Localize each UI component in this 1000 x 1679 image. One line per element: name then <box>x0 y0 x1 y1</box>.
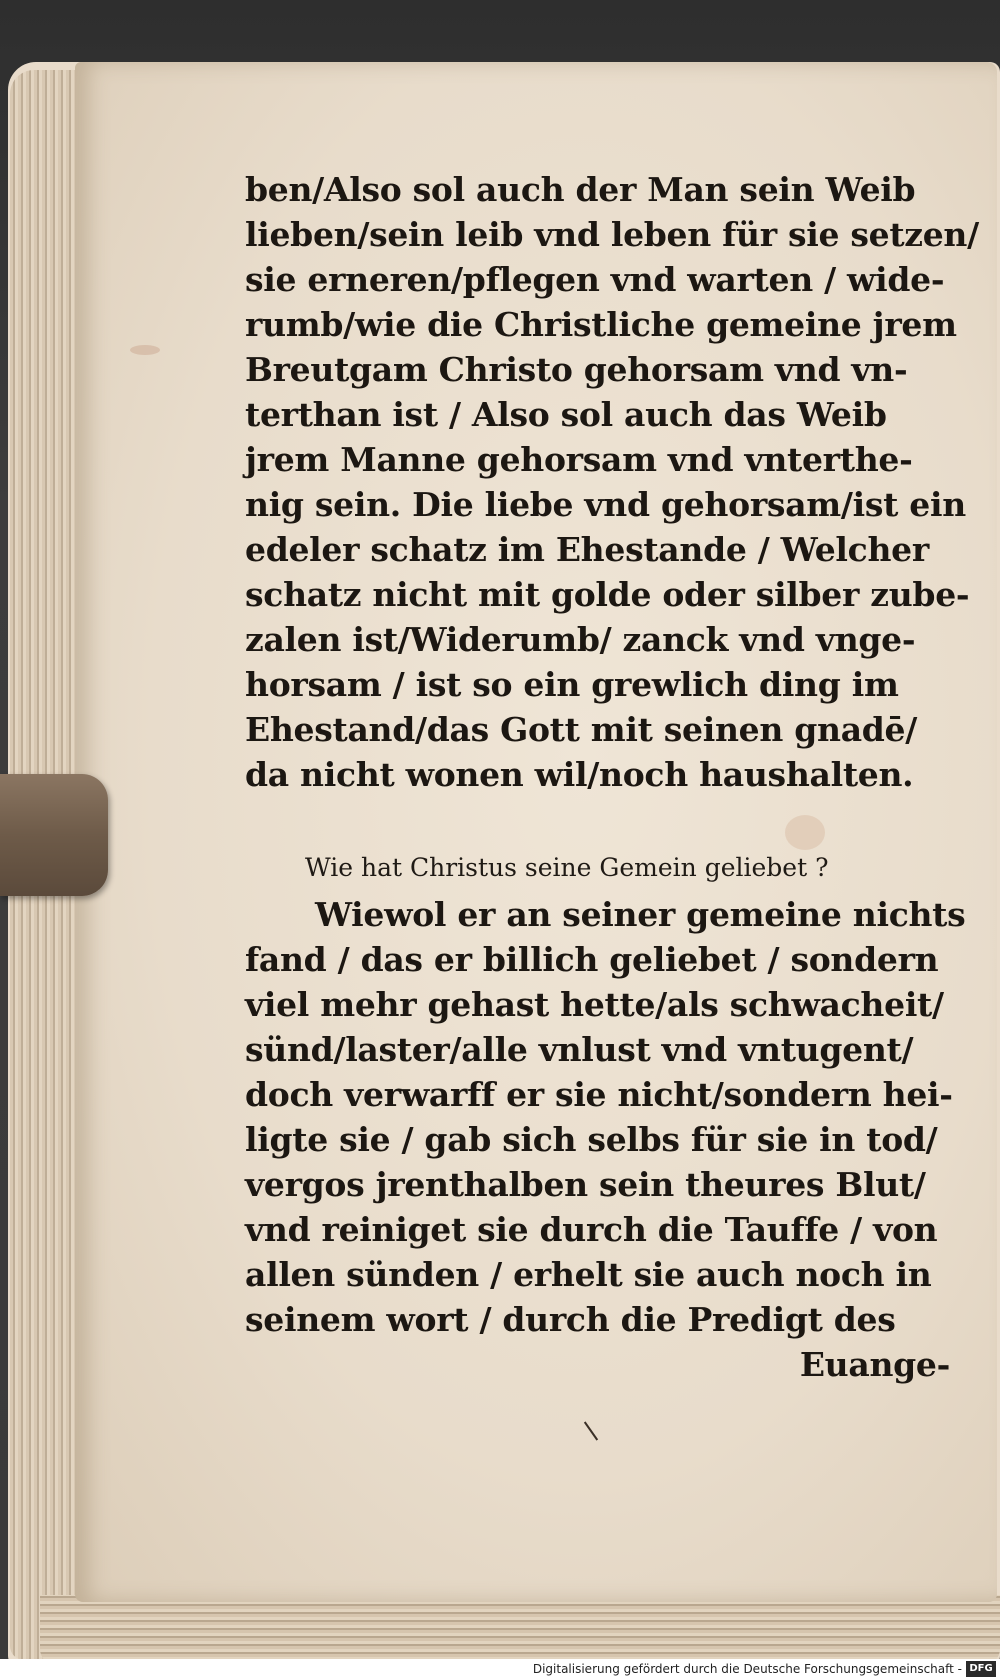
dfg-logo: DFG <box>966 1661 996 1677</box>
text-line: nig sein. Die liebe vnd gehorsam/ist ein <box>245 485 966 524</box>
text-line: zalen ist/Widerumb/ zanck vnd vnge- <box>245 620 916 659</box>
text-line: horsam / ist so ein grewlich ding im <box>245 665 899 704</box>
text-line: da nicht wonen wil/noch haushalten. <box>245 755 914 794</box>
text-line: viel mehr gehast hette/als schwacheit/ <box>245 985 944 1024</box>
text-line: sie erneren/pflegen vnd warten / wide- <box>245 260 945 299</box>
text-line: terthan ist / Also sol auch das Weib <box>245 395 887 434</box>
page-text <box>245 165 979 1425</box>
text-line: seinem wort / durch die Predigt des <box>245 1300 896 1339</box>
bookmark-ribbon <box>0 774 108 896</box>
text-line: edeler schatz im Ehestande / Welcher <box>245 530 929 569</box>
text-line: Ehestand/das Gott mit seinen gnadē/ <box>245 710 917 749</box>
text-line: doch verwarff er sie nicht/sondern hei- <box>245 1075 953 1114</box>
text-line: fand / das er billich geliebet / sondern <box>245 940 939 979</box>
text-line: allen sünden / erhelt sie auch noch in <box>245 1255 932 1294</box>
text-line: jrem Manne gehorsam vnd vnterthe- <box>245 440 913 479</box>
text-line: rumb/wie die Christliche gemeine jrem <box>245 305 957 344</box>
footer-credit: Digitalisierung gefördert durch die Deutsche Forschungsgemeinschaft - <box>532 1662 962 1676</box>
page-bottom-edges <box>40 1595 1000 1665</box>
text-line: schatz nicht mit golde oder silber zube- <box>245 575 970 614</box>
text-line: Breutgam Christo gehorsam vnd vn- <box>245 350 908 389</box>
section-heading: Wie hat Christus seine Gemein geliebet ? <box>305 853 829 882</box>
text-line: vnd reiniget sie durch die Tauffe / von <box>245 1210 938 1249</box>
text-line: Wiewol er an seiner gemeine nichts <box>315 895 966 934</box>
catchword: Euange- <box>799 1345 950 1384</box>
text-line: lieben/sein leib vnd leben für sie setzen/ <box>245 215 979 254</box>
text-line: vergos jrenthalben sein theures Blut/ <box>245 1165 926 1204</box>
text-line: ligte sie / gab sich selbs für sie in tod/ <box>245 1120 938 1159</box>
text-line: sünd/laster/alle vnlust vnd vntugent/ <box>245 1030 914 1069</box>
paper-stain <box>130 345 160 355</box>
text-line: ben/Also sol auch der Man sein Weib <box>245 170 916 209</box>
